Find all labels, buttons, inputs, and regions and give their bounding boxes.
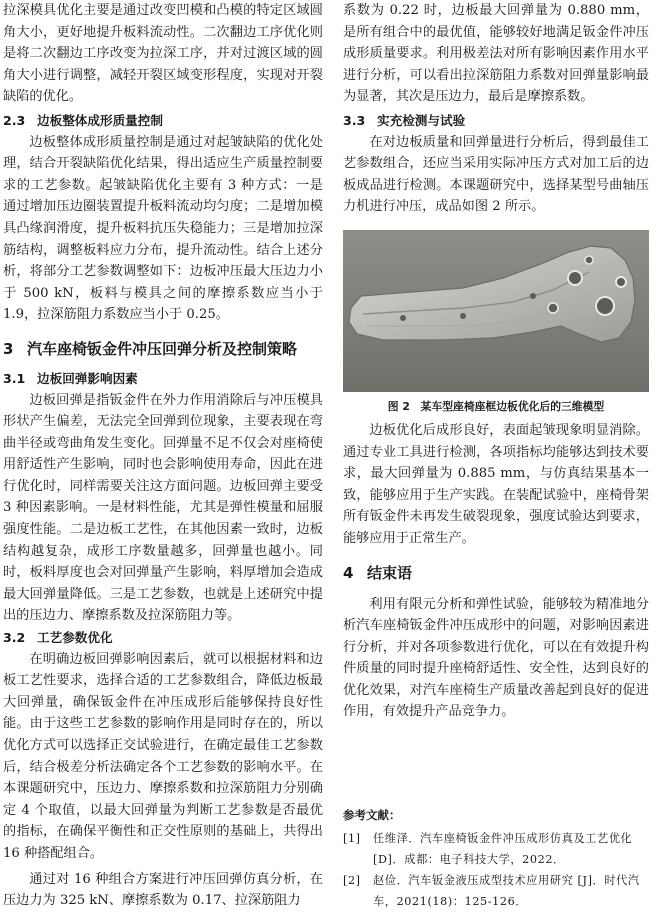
subsection-title: 边板回弹影响因素	[37, 370, 138, 386]
paragraph-2-3: 边板整体成形质量控制是通过对起皱缺陷的优化处理，结合开裂缺陷优化结果，得出适应生产质量控制要求的工艺参数。起皱缺陷优化主要有 3 种方式：一是通过增加压边圈装置提升板料流动均匀度；二是增加模具凸缘润滑度，提升板料抗压失稳能力；三是增加拉深筋结构，调整板料应力分布，提升流动性。结合上述分析，将部分工艺参数调整如下：边板冲压最大压边力小于 500 kN，板料与模具之间的摩擦系数应当小于 1.9，拉深筋阻力系数应当小于 0.25。	[3, 134, 323, 323]
plate-hole	[616, 277, 626, 287]
subsection-number: 2.3	[3, 112, 26, 128]
subsection-title: 工艺参数优化	[37, 630, 113, 646]
reference-text: 任维泽．汽车座椅钣金件冲压成形仿真及工艺优化 [D]．成都：电子科技大学，2022．	[373, 832, 633, 866]
subsection-heading-3-3	[343, 110, 649, 132]
subsection-heading-3-1	[3, 368, 323, 390]
paragraph-3-2b: 通过对 16 种组合方案进行冲压回弹仿真分析，在压边力为 325 kN、摩擦系数为 0.17、拉深筋阻力	[3, 871, 323, 909]
subsection-number: 3.3	[343, 112, 366, 128]
figure-caption: 图 2 某车型座椅座框边板优化后的三维模型	[387, 399, 605, 413]
paragraph-3-3: 在对边板质量和回弹量进行分析后，得到最佳工艺参数组合，还应当采用实际冲压方式对加工后的边板成品进行检测。本课题研究中，选择某型号曲轴压力机进行冲压，成品如图 2 所示。	[343, 134, 649, 215]
reference-text: 赵俭．汽车钣金液压成型技术应用研究 [J]．时代汽车，2021(18)：125-126．	[373, 874, 640, 908]
left-column	[3, 0, 323, 912]
paragraph-after-figure: 边板优化后成形良好，表面起皱现象明显消除。通过专业工具进行检测，各项指标均能够达到技术要求，最大回弹量为 0.885 mm，与仿真结果基本一致，能够应用于生产实践。在装配试验中，座椅骨架所有钣金件未再发生破裂现象，强度试验达到要求，能够应用于正常生产。	[343, 422, 649, 546]
references-block	[343, 806, 649, 912]
subsection-number: 3.1	[3, 370, 26, 386]
section-title: 汽车座椅钣金件冲压回弹分析及控制策略	[27, 339, 298, 358]
paragraph-intro: 拉深模具优化主要是通过改变凹模和凸模的特定区域圆角大小，更好地提升板料流动性。二次翻边工序优化则是将二次翻边工序改变为拉深工序，并对过渡区域的圆角大小进行调整，减轻开裂区域变形程度，实现对开裂缺陷的优化。	[3, 3, 323, 105]
paragraph-3-2a: 在明确边板回弹影响因素后，就可以根据材料和边板工艺性要求，选择合适的工艺参数组合，降低边板最大回弹量，确保钣金件在冲压成形后能够保持良好性能。由于这些工艺参数的影响作用是同时存在的，所以优化方式可以选择正交试验进行，在确定最佳工艺参数后，结合极差分析法确定各个工艺参数的影响水平。在本课题研究中，压边力、摩擦系数和拉深筋阻力分别确定 4 个取值，以最大回弹量为判断工艺参数是否最优的指标，在确保平衡性和正交性原则的基础上，共得出 16 种搭配组合。	[3, 651, 323, 861]
section-title: 结束语	[367, 563, 413, 582]
section-number: 4	[343, 563, 354, 582]
plate-hole	[530, 293, 536, 299]
plate-hole	[568, 271, 582, 285]
plate-hole	[596, 297, 614, 315]
references-title: 参考文献：	[343, 808, 401, 822]
plate-hole	[548, 303, 558, 313]
subsection-heading-3-2	[3, 627, 323, 649]
plate-hole	[585, 256, 593, 264]
figure-2-photo	[343, 230, 649, 392]
subsection-title: 实充检测与试验	[377, 112, 466, 128]
plate-hole	[460, 313, 466, 319]
subsection-number: 3.2	[3, 630, 26, 646]
subsection-title: 边板整体成形质量控制	[37, 112, 163, 128]
section-number: 3	[3, 339, 14, 358]
section-heading-3	[3, 338, 323, 360]
seat-frame-side-plate-image	[343, 230, 649, 392]
paragraph-3-1: 边板回弹是指钣金件在外力作用消除后与冲压模具形状产生偏差，无法完全回弹到位现象，主要表现在弯曲半径或弯曲角发生变化。回弹量不足不仅会对座椅使用舒适性产生影响，同时也会影响使用寿命，因此在进行优化时，同样需要关注这方面问题。边板回弹主要受 3 种因素影响。一是材料性能，尤其是弹性模量和屈服强度性能。二是边板工艺性，在其他因素一致时，边板结构越复杂，成形工序数量越多，回弹量也越小。同时，板料厚度也会对回弹量产生影响，料厚增加会造成最大回弹量降低。三是工艺参数，也就是上述研究中提出的压边力、摩擦系数及拉深筋阻力等。	[3, 392, 323, 624]
section-heading-4	[343, 562, 649, 584]
reference-number: [2]	[343, 874, 361, 887]
paragraph-continued: 系数为 0.22 时，边板最大回弹量为 0.880 mm，是所有组合中的最优值，能够较好地满足钣金件冲压成形质量要求。利用极差法对所有影响因素作用水平进行分析，可以看出拉深筋阻力系数对回弹量影响最为显著，其次是压边力，最后是摩擦系数。	[343, 3, 649, 105]
right-column	[343, 0, 649, 723]
paragraph-conclusion: 利用有限元分析和弹性试验，能够较为精准地分析汽车座椅钣金件冲压成形中的问题，对影响因素进行分析，并对各项参数进行优化，可以在有效提升构件质量的同时提升座椅舒适性、安全性，达到良好的优化效果，对汽车座椅生产质量改善起到良好的促进作用，有效提升产品竞争力。	[343, 596, 649, 720]
reference-number: [1]	[343, 832, 361, 845]
reference-item	[343, 870, 649, 912]
reference-item	[343, 828, 649, 870]
subsection-heading-2-3	[3, 110, 323, 132]
plate-hole	[400, 315, 406, 321]
